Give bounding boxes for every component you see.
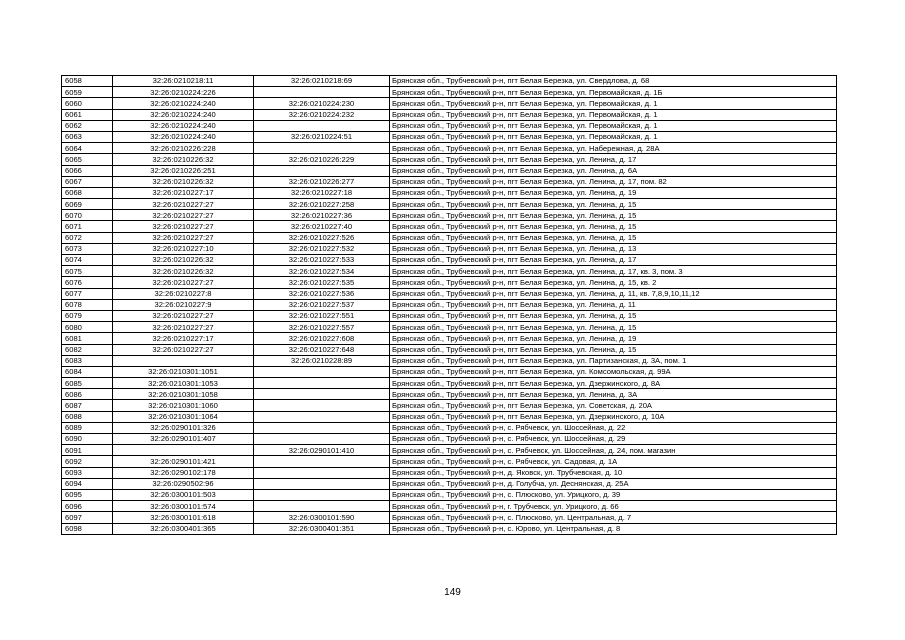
- row-number-cell: 6067: [62, 176, 113, 187]
- table-row: [62, 344, 837, 355]
- building-cadastral-number-cell: 32:26:0210227:533: [254, 255, 390, 266]
- building-cadastral-number-cell: 32:26:0210226:277: [254, 176, 390, 187]
- table-row: [62, 288, 837, 299]
- row-number-cell: 6073: [62, 243, 113, 254]
- row-number-cell: 6070: [62, 210, 113, 221]
- table-row: [62, 165, 837, 176]
- table-row: [62, 232, 837, 243]
- building-cadastral-number-cell: [254, 467, 390, 478]
- cadastral-number-cell: 32:26:0210227:27: [113, 310, 254, 321]
- building-cadastral-number-cell: [254, 478, 390, 489]
- cadastral-number-cell: 32:26:0290101:326: [113, 422, 254, 433]
- table-row: [62, 109, 837, 120]
- cadastral-number-cell: 32:26:0210227:27: [113, 199, 254, 210]
- table-row: [62, 411, 837, 422]
- building-cadastral-number-cell: [254, 120, 390, 131]
- row-number-cell: 6093: [62, 467, 113, 478]
- address-cell: Брянская обл., Трубчевский р-н, пгт Белая Березка, ул. Ленина, д. 17, кв. 3, пом. 3: [390, 266, 837, 277]
- address-cell: Брянская обл., Трубчевский р-н, с. Плюсково, ул. Центральная, д. 7: [390, 512, 837, 523]
- building-cadastral-number-cell: 32:26:0210227:648: [254, 344, 390, 355]
- table-row: [62, 243, 837, 254]
- building-cadastral-number-cell: 32:26:0210227:18: [254, 187, 390, 198]
- table-row: [62, 154, 837, 165]
- table-row: [62, 489, 837, 500]
- table-row: [62, 523, 837, 534]
- building-cadastral-number-cell: [254, 165, 390, 176]
- table-row: [62, 187, 837, 198]
- row-number-cell: 6097: [62, 512, 113, 523]
- address-cell: Брянская обл., Трубчевский р-н, с. Рябчевск, ул. Шоссейная, д. 22: [390, 422, 837, 433]
- table-row: [62, 467, 837, 478]
- table-row: [62, 199, 837, 210]
- cadastral-number-cell: 32:26:0300101:574: [113, 501, 254, 512]
- address-cell: Брянская обл., Трубчевский р-н, пгт Белая Березка, ул. Первомайская, д. 1Б: [390, 87, 837, 98]
- building-cadastral-number-cell: 32:26:0210227:40: [254, 221, 390, 232]
- row-number-cell: 6084: [62, 366, 113, 377]
- row-number-cell: 6090: [62, 434, 113, 445]
- address-cell: Брянская обл., Трубчевский р-н, пгт Белая Березка, ул. Набережная, д. 28А: [390, 143, 837, 154]
- cadastral-number-cell: 32:26:0300101:503: [113, 489, 254, 500]
- table-row: [62, 143, 837, 154]
- address-cell: Брянская обл., Трубчевский р-н, с. Юрово, ул. Центральная, д. 8: [390, 523, 837, 534]
- table-row: [62, 210, 837, 221]
- cadastral-number-cell: 32:26:0300101:618: [113, 512, 254, 523]
- table-row: [62, 366, 837, 377]
- address-cell: Брянская обл., Трубчевский р-н, пгт Белая Березка, ул. Ленина, д. 15: [390, 322, 837, 333]
- address-cell: Брянская обл., Трубчевский р-н, пгт Белая Березка, ул. Ленина, д. 15: [390, 344, 837, 355]
- row-number-cell: 6059: [62, 87, 113, 98]
- table-row: [62, 87, 837, 98]
- row-number-cell: 6085: [62, 378, 113, 389]
- cadastral-number-cell: 32:26:0290101:407: [113, 434, 254, 445]
- building-cadastral-number-cell: 32:26:0210227:535: [254, 277, 390, 288]
- cadastral-number-cell: 32:26:0210227:27: [113, 210, 254, 221]
- row-number-cell: 6088: [62, 411, 113, 422]
- building-cadastral-number-cell: [254, 389, 390, 400]
- address-cell: Брянская обл., Трубчевский р-н, пгт Белая Березка, ул. Ленина, д. 17: [390, 154, 837, 165]
- row-number-cell: 6069: [62, 199, 113, 210]
- cadastral-number-cell: 32:26:0210227:9: [113, 299, 254, 310]
- row-number-cell: 6080: [62, 322, 113, 333]
- address-cell: Брянская обл., Трубчевский р-н, пгт Белая Березка, ул. Ленина, д. 19: [390, 187, 837, 198]
- row-number-cell: 6082: [62, 344, 113, 355]
- address-cell: Брянская обл., Трубчевский р-н, пгт Белая Березка, ул. Советская, д. 20А: [390, 400, 837, 411]
- registry-table-body: [62, 76, 837, 535]
- cadastral-number-cell: [113, 445, 254, 456]
- table-row: [62, 76, 837, 87]
- building-cadastral-number-cell: 32:26:0210224:230: [254, 98, 390, 109]
- address-cell: Брянская обл., Трубчевский р-н, пгт Белая Березка, ул. Ленина, д. 11: [390, 299, 837, 310]
- cadastral-number-cell: 32:26:0210227:10: [113, 243, 254, 254]
- building-cadastral-number-cell: 32:26:0210227:534: [254, 266, 390, 277]
- building-cadastral-number-cell: 32:26:0210224:51: [254, 131, 390, 142]
- cadastral-number-cell: 32:26:0210226:251: [113, 165, 254, 176]
- row-number-cell: 6065: [62, 154, 113, 165]
- row-number-cell: 6077: [62, 288, 113, 299]
- building-cadastral-number-cell: 32:26:0210227:258: [254, 199, 390, 210]
- address-cell: Брянская обл., Трубчевский р-н, пгт Белая Березка, ул. Дзержинского, д. 8А: [390, 378, 837, 389]
- building-cadastral-number-cell: [254, 489, 390, 500]
- table-row: [62, 310, 837, 321]
- row-number-cell: 6064: [62, 143, 113, 154]
- cadastral-number-cell: 32:26:0210301:1060: [113, 400, 254, 411]
- table-row: [62, 478, 837, 489]
- cadastral-number-cell: 32:26:0300401:365: [113, 523, 254, 534]
- building-cadastral-number-cell: 32:26:0210218:69: [254, 76, 390, 87]
- table-row: [62, 456, 837, 467]
- cadastral-number-cell: 32:26:0210224:240: [113, 120, 254, 131]
- table-row: [62, 434, 837, 445]
- building-cadastral-number-cell: [254, 411, 390, 422]
- address-cell: Брянская обл., Трубчевский р-н, пгт Белая Березка, ул. Свердлова, д. 68: [390, 76, 837, 87]
- cadastral-number-cell: 32:26:0210226:228: [113, 143, 254, 154]
- cadastral-number-cell: [113, 355, 254, 366]
- row-number-cell: 6098: [62, 523, 113, 534]
- row-number-cell: 6096: [62, 501, 113, 512]
- row-number-cell: 6091: [62, 445, 113, 456]
- address-cell: Брянская обл., Трубчевский р-н, пгт Белая Березка, ул. Ленина, д. 17, пом. 82: [390, 176, 837, 187]
- address-cell: Брянская обл., Трубчевский р-н, пгт Белая Березка, ул. Комсомольская, д. 99А: [390, 366, 837, 377]
- cadastral-number-cell: 32:26:0210224:240: [113, 109, 254, 120]
- address-cell: Брянская обл., Трубчевский р-н, д. Голубча, ул. Деснянская, д. 25А: [390, 478, 837, 489]
- building-cadastral-number-cell: [254, 400, 390, 411]
- address-cell: Брянская обл., Трубчевский р-н, пгт Белая Березка, ул. Первомайская, д. 1: [390, 98, 837, 109]
- table-row: [62, 98, 837, 109]
- row-number-cell: 6089: [62, 422, 113, 433]
- address-cell: Брянская обл., Трубчевский р-н, пгт Белая Березка, ул. Ленина, д. 11, кв. 7,8,9,10,11,12: [390, 288, 837, 299]
- cadastral-number-cell: 32:26:0210227:17: [113, 333, 254, 344]
- row-number-cell: 6072: [62, 232, 113, 243]
- building-cadastral-number-cell: 32:26:0300101:590: [254, 512, 390, 523]
- cadastral-number-cell: 32:26:0210224:240: [113, 131, 254, 142]
- cadastral-number-cell: 32:26:0210224:240: [113, 98, 254, 109]
- row-number-cell: 6076: [62, 277, 113, 288]
- cadastral-number-cell: 32:26:0210227:8: [113, 288, 254, 299]
- row-number-cell: 6083: [62, 355, 113, 366]
- address-cell: Брянская обл., Трубчевский р-н, пгт Белая Березка, ул. Ленина, д. 15: [390, 210, 837, 221]
- address-cell: Брянская обл., Трубчевский р-н, пгт Белая Березка, ул. Первомайская, д. 1: [390, 131, 837, 142]
- cadastral-number-cell: 32:26:0210226:32: [113, 266, 254, 277]
- address-cell: Брянская обл., Трубчевский р-н, пгт Белая Березка, ул. Ленина, д. 15, кв. 2: [390, 277, 837, 288]
- building-cadastral-number-cell: 32:26:0210226:229: [254, 154, 390, 165]
- building-cadastral-number-cell: 32:26:0210224:232: [254, 109, 390, 120]
- address-cell: Брянская обл., Трубчевский р-н, пгт Белая Березка, ул. Первомайская, д. 1: [390, 120, 837, 131]
- building-cadastral-number-cell: [254, 456, 390, 467]
- cadastral-number-cell: 32:26:0210227:27: [113, 344, 254, 355]
- row-number-cell: 6061: [62, 109, 113, 120]
- row-number-cell: 6081: [62, 333, 113, 344]
- building-cadastral-number-cell: 32:26:0210227:537: [254, 299, 390, 310]
- page-number: 149: [444, 587, 461, 598]
- table-row: [62, 221, 837, 232]
- cadastral-number-cell: 32:26:0210301:1058: [113, 389, 254, 400]
- address-cell: Брянская обл., Трубчевский р-н, пгт Белая Березка, ул. Дзержинского, д. 10А: [390, 411, 837, 422]
- table-row: [62, 131, 837, 142]
- row-number-cell: 6078: [62, 299, 113, 310]
- address-cell: Брянская обл., Трубчевский р-н, с. Рябчевск, ул. Шоссейная, д. 24, пом. магазин: [390, 445, 837, 456]
- address-cell: Брянская обл., Трубчевский р-н, пгт Белая Березка, ул. Ленина, д. 3А: [390, 389, 837, 400]
- table-row: [62, 266, 837, 277]
- row-number-cell: 6075: [62, 266, 113, 277]
- address-cell: Брянская обл., Трубчевский р-н, с. Рябчевск, ул. Садовая, д. 1А: [390, 456, 837, 467]
- address-cell: Брянская обл., Трубчевский р-н, г. Трубчевск, ул. Урицкого, д. 66: [390, 501, 837, 512]
- cadastral-number-cell: 32:26:0210218:11: [113, 76, 254, 87]
- row-number-cell: 6058: [62, 76, 113, 87]
- row-number-cell: 6063: [62, 131, 113, 142]
- address-cell: Брянская обл., Трубчевский р-н, с. Рябчевск, ул. Шоссейная, д. 29: [390, 434, 837, 445]
- cadastral-number-cell: 32:26:0210226:32: [113, 176, 254, 187]
- table-row: [62, 176, 837, 187]
- building-cadastral-number-cell: 32:26:0210227:532: [254, 243, 390, 254]
- cadastral-number-cell: 32:26:0210224:226: [113, 87, 254, 98]
- building-cadastral-number-cell: 32:26:0300401:351: [254, 523, 390, 534]
- address-cell: Брянская обл., Трубчевский р-н, пгт Белая Березка, ул. Ленина, д. 15: [390, 199, 837, 210]
- address-cell: Брянская обл., Трубчевский р-н, пгт Белая Березка, ул. Ленина, д. 15: [390, 232, 837, 243]
- address-cell: Брянская обл., Трубчевский р-н, пгт Белая Березка, ул. Ленина, д. 15: [390, 310, 837, 321]
- row-number-cell: 6066: [62, 165, 113, 176]
- address-cell: Брянская обл., Трубчевский р-н, с. Плюсково, ул. Урицкого, д. 39: [390, 489, 837, 500]
- address-cell: Брянская обл., Трубчевский р-н, пгт Белая Березка, ул. Ленина, д. 17: [390, 255, 837, 266]
- row-number-cell: 6079: [62, 310, 113, 321]
- cadastral-number-cell: 32:26:0290502:96: [113, 478, 254, 489]
- building-cadastral-number-cell: 32:26:0210227:608: [254, 333, 390, 344]
- address-cell: Брянская обл., Трубчевский р-н, пгт Белая Березка, ул. Ленина, д. 19: [390, 333, 837, 344]
- address-cell: Брянская обл., Трубчевский р-н, пгт Белая Березка, ул. Первомайская, д. 1: [390, 109, 837, 120]
- row-number-cell: 6068: [62, 187, 113, 198]
- address-cell: Брянская обл., Трубчевский р-н, пгт Белая Березка, ул. Ленина, д. 15: [390, 221, 837, 232]
- registry-table: [61, 75, 837, 535]
- address-cell: Брянская обл., Трубчевский р-н, д. Яковск, ул. Трубчевская, д. 10: [390, 467, 837, 478]
- table-row: [62, 378, 837, 389]
- building-cadastral-number-cell: 32:26:0210227:557: [254, 322, 390, 333]
- row-number-cell: 6071: [62, 221, 113, 232]
- address-cell: Брянская обл., Трубчевский р-н, пгт Белая Березка, ул. Партизанская, д. 3А, пом. 1: [390, 355, 837, 366]
- cadastral-number-cell: 32:26:0210227:27: [113, 221, 254, 232]
- building-cadastral-number-cell: [254, 422, 390, 433]
- table-row: [62, 445, 837, 456]
- row-number-cell: 6086: [62, 389, 113, 400]
- table-row: [62, 120, 837, 131]
- cadastral-number-cell: 32:26:0290101:421: [113, 456, 254, 467]
- row-number-cell: 6062: [62, 120, 113, 131]
- row-number-cell: 6087: [62, 400, 113, 411]
- cadastral-number-cell: 32:26:0210227:17: [113, 187, 254, 198]
- address-cell: Брянская обл., Трубчевский р-н, пгт Белая Березка, ул. Ленина, д. 13: [390, 243, 837, 254]
- building-cadastral-number-cell: 32:26:0210227:536: [254, 288, 390, 299]
- building-cadastral-number-cell: [254, 87, 390, 98]
- cadastral-number-cell: 32:26:0290102:178: [113, 467, 254, 478]
- building-cadastral-number-cell: 32:26:0210228:89: [254, 355, 390, 366]
- building-cadastral-number-cell: 32:26:0210227:551: [254, 310, 390, 321]
- building-cadastral-number-cell: [254, 434, 390, 445]
- cadastral-number-cell: 32:26:0210301:1053: [113, 378, 254, 389]
- table-row: [62, 400, 837, 411]
- table-row: [62, 501, 837, 512]
- building-cadastral-number-cell: 32:26:0210227:36: [254, 210, 390, 221]
- building-cadastral-number-cell: [254, 143, 390, 154]
- building-cadastral-number-cell: [254, 378, 390, 389]
- cadastral-number-cell: 32:26:0210301:1064: [113, 411, 254, 422]
- row-number-cell: 6074: [62, 255, 113, 266]
- table-row: [62, 512, 837, 523]
- cadastral-number-cell: 32:26:0210227:27: [113, 322, 254, 333]
- table-row: [62, 299, 837, 310]
- table-row: [62, 255, 837, 266]
- table-row: [62, 277, 837, 288]
- cadastral-number-cell: 32:26:0210301:1051: [113, 366, 254, 377]
- address-cell: Брянская обл., Трубчевский р-н, пгт Белая Березка, ул. Ленина, д. 6А: [390, 165, 837, 176]
- building-cadastral-number-cell: 32:26:0290101:410: [254, 445, 390, 456]
- table-row: [62, 333, 837, 344]
- row-number-cell: 6094: [62, 478, 113, 489]
- table-row: [62, 422, 837, 433]
- cadastral-number-cell: 32:26:0210226:32: [113, 255, 254, 266]
- cadastral-number-cell: 32:26:0210226:32: [113, 154, 254, 165]
- row-number-cell: 6060: [62, 98, 113, 109]
- table-row: [62, 322, 837, 333]
- building-cadastral-number-cell: [254, 366, 390, 377]
- cadastral-number-cell: 32:26:0210227:27: [113, 277, 254, 288]
- cadastral-number-cell: 32:26:0210227:27: [113, 232, 254, 243]
- row-number-cell: 6092: [62, 456, 113, 467]
- table-row: [62, 389, 837, 400]
- building-cadastral-number-cell: [254, 501, 390, 512]
- building-cadastral-number-cell: 32:26:0210227:526: [254, 232, 390, 243]
- table-row: [62, 355, 837, 366]
- row-number-cell: 6095: [62, 489, 113, 500]
